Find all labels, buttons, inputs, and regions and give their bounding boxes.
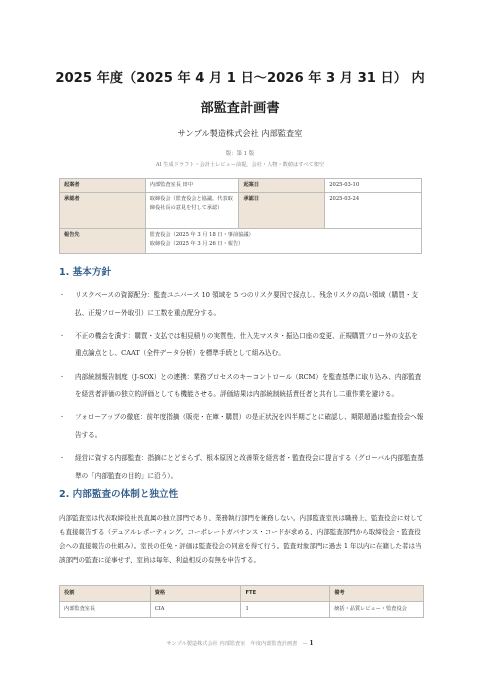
table-row <box>60 602 424 618</box>
organization-name: サンプル製造株式会社 内部監査室 <box>177 128 303 138</box>
disclaimer-note: AI 生成ドラフト・会計士レビュー前提。会社・人物・数値はすべて架空 <box>155 162 325 168</box>
approval-date-label: 承認日 <box>239 193 325 229</box>
column-header: 役割 <box>60 586 151 602</box>
bullet-text: リスクベースの資源配分：監査ユニバース 10 領域を 5 つのリスク要因で採点し、残余リスクの高い領域（購買・支払、正規フロー外取引）に工数を重点配分する。 <box>75 291 419 317</box>
list-item <box>59 328 424 363</box>
author-label: 起案者 <box>60 179 146 193</box>
author-value: 内部監査室長 田中 <box>145 179 239 193</box>
table-header-row <box>60 586 424 602</box>
list-item <box>59 369 424 404</box>
bullet-text: 経営に資する内部監査：指摘にとどまらず、根本原因と改善策を経営者・監査役会に提言する（グローバル内部監査基準の「内部監査の目的」に沿う）。 <box>75 454 424 480</box>
bullet-icon: ・ <box>59 373 66 381</box>
section-heading: 2. 内部監査の体制と独立性 <box>59 489 179 500</box>
policy-bullet-list <box>59 287 424 491</box>
approval-date-value: 2025-03-24 <box>325 193 422 229</box>
meta-table <box>59 178 422 254</box>
bullet-text: フォローアップの徹底：前年度指摘（販売・在庫・購買）の是正状況を四半期ごとに確認し、期限超過は監査役会へ報告する。 <box>75 413 424 439</box>
section-heading: 1. 基本方針 <box>59 267 112 278</box>
section-paragraph: 内部監査室は代表取締役社長直属の独立部門であり、業務執行部門を兼務しない。内部監査室長は職務上、監査役会に対しても直接報告する（デュアルレポーティング。コーポレートガバナンス・コードが求める、内部監査部門から取締役会・監査役会への直接報告の仕組み）。室長の任免・評価は監査役会の同意を得て行う。監査対象部門に過去 1 年以内に在籍した者は当該部門の監査に従事せず、室員は毎年、利益相反の有無を申告する。 <box>59 514 423 564</box>
bullet-icon: ・ <box>59 455 66 463</box>
table-cell: CIA <box>150 602 241 618</box>
table-row <box>60 179 422 193</box>
draft-date-label: 起案日 <box>239 179 325 193</box>
column-header: 資格 <box>150 586 241 602</box>
report-to-line: 取締役会（2025 年 3 月 26 日・報告） <box>149 241 244 247</box>
table-cell: 統括・品質レビュー・監査役会 <box>330 602 424 618</box>
approver-value: 取締役会（監査役会と協議。代表取締役社長の意見を付して承認） <box>145 193 239 229</box>
column-header: FTE <box>241 586 330 602</box>
list-item <box>59 409 424 444</box>
table-cell: 内部監査室長 <box>60 602 151 618</box>
bullet-text: 不正の機会を潰す：購買・支払では相見積りの実質性、仕入先マスタ・振込口座の変更、正規購買フロー外の支払を重点論点とし、CAAT（全件データ分析）を標準手続として組み込む。 <box>75 331 418 358</box>
list-item <box>59 450 424 485</box>
bullet-icon: ・ <box>59 414 66 422</box>
table-cell: 1 <box>241 602 330 618</box>
footer-text: サンプル製造株式会社 内部監査室 年度内部監査計画書 — <box>166 641 308 647</box>
column-header: 備考 <box>330 586 424 602</box>
table-row <box>60 229 422 254</box>
table-row <box>60 193 422 229</box>
bullet-text: 内部統制報告制度（J-SOX）との連携：業務プロセスのキーコントロール（RCM）を監査基準に取り込み、内部監査を経営者評価の独立的評価としても機能させる。評価結果は内部統制統括責任者と共有し二重作業を避ける。 <box>75 372 422 399</box>
staff-table <box>59 585 424 618</box>
report-to-label: 報告先 <box>60 229 146 254</box>
page-number: 1 <box>309 640 314 647</box>
list-item <box>59 287 424 322</box>
report-to-value <box>145 229 421 254</box>
bullet-icon: ・ <box>59 332 66 340</box>
report-to-line: 監査役会（2025 年 3 月 18 日・事前協議） <box>149 232 254 238</box>
approver-label: 承認者 <box>60 193 146 229</box>
draft-date-value: 2025-03-10 <box>325 179 422 193</box>
edition-label: 版：第 1 版 <box>225 151 255 157</box>
page-footer <box>0 640 480 647</box>
document-title: 2025 年度（2025 年 4 月 1 日〜2026 年 3 月 31 日） 内部監査計画書 <box>55 71 425 116</box>
bullet-icon: ・ <box>59 292 66 299</box>
